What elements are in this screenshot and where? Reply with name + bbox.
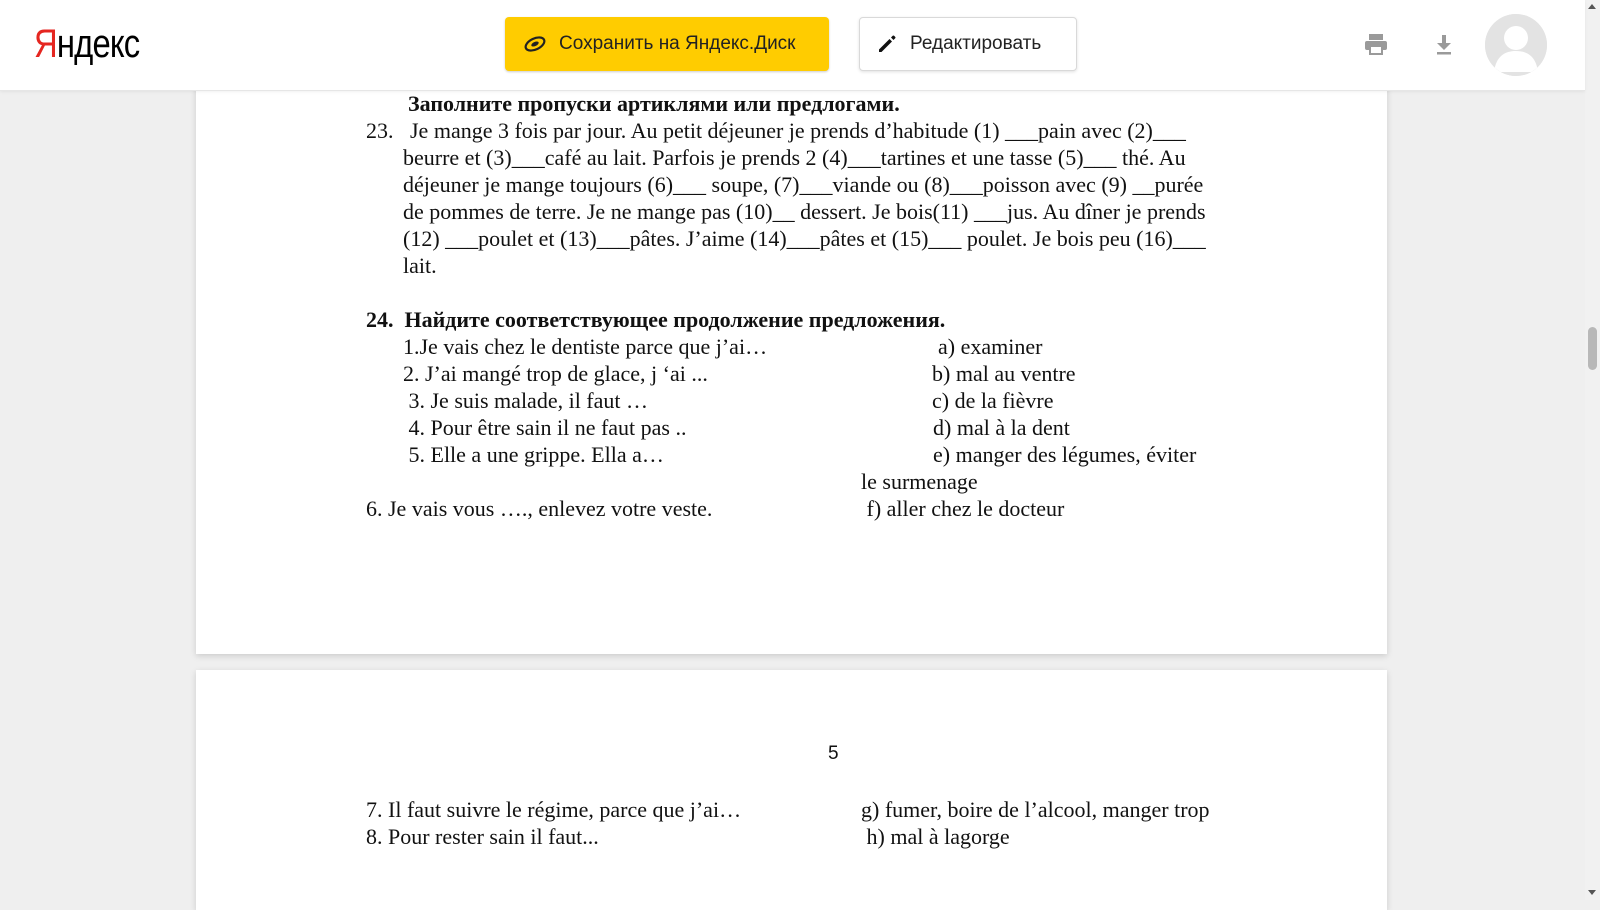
match-left-item: 5. Elle a une grippe. Ella a… [403,442,664,467]
save-to-disk-button[interactable] [505,17,829,71]
match-left-item: 7. Il faut suivre le régime, parce que j’ai… [366,797,742,822]
document-page-5 [196,670,1387,910]
exercise-23-line: (12) ___poulet et (13)___pâtes. J’aime (14)___pâtes et (15)___ poulet. Je bois peu (16)___ [403,226,1206,251]
match-right-item: c) de la fièvre [932,388,1054,413]
user-avatar[interactable] [1485,14,1547,76]
vertical-scrollbar[interactable] [1585,0,1600,900]
download-icon[interactable] [1428,28,1460,60]
task-heading: Заполните пропуски артиклями или предлогами. [408,91,900,116]
match-right-item: a) examiner [938,334,1043,359]
disk-icon [523,35,559,53]
edit-button-label: Редактировать [910,33,1042,54]
exercise-23-line: de pommes de terre. Je ne mange pas (10)__ dessert. Je bois(11) ___jus. Au dîner je prends [403,199,1206,224]
exercise-23-line: beurre et (3)___café au lait. Parfois je prends 2 (4)___tartines et une tasse (5)___ thé. Au [403,145,1186,170]
print-icon[interactable] [1360,28,1392,60]
edit-button[interactable] [859,17,1077,71]
scroll-up-arrow-icon[interactable] [1588,4,1596,9]
match-right-item: f) aller chez le docteur [861,496,1065,521]
save-button-label: Сохранить на Яндекс.Диск [559,33,796,54]
match-right-item: h) mal à lagorge [861,824,1010,849]
match-right-item: e) manger des légumes, éviter [933,442,1197,467]
exercise-23-line: 23. Je mange 3 fois par jour. Au petit déjeuner je prends d’habitude (1) ___pain avec (2)___ [366,118,1186,143]
match-right-item: b) mal au ventre [932,361,1076,386]
document-page-4 [196,50,1387,654]
match-right-item: le surmenage [861,469,978,494]
match-left-item: 2. J’ai mangé trop de glace, j ‘ai ... [403,361,708,386]
match-right-item: d) mal à la dent [933,415,1070,440]
yandex-logo[interactable]: Яндекс [34,22,140,66]
exercise-24-heading: 24. Найдите соответствующее продолжение предложения. [366,307,946,332]
top-header [0,0,1585,91]
scroll-down-arrow-icon[interactable] [1588,890,1596,895]
match-left-item: 4. Pour être sain il ne faut pas .. [403,415,687,440]
match-left-item: 3. Je suis malade, il faut … [403,388,649,413]
match-left-item: 6. Je vais vous …., enlevez votre veste. [366,496,713,521]
page-number: 5 [828,743,839,764]
match-right-item: g) fumer, boire de l’alcool, manger trop [861,797,1210,822]
pencil-icon [876,33,910,55]
exercise-23-line: déjeuner je mange toujours (6)___ soupe, (7)___viande ou (8)___poisson avec (9) __purée [403,172,1204,197]
exercise-23-line: lait. [403,253,437,278]
match-left-item: 1.Je vais chez le dentiste parce que j’ai… [403,334,768,359]
scrollbar-thumb[interactable] [1588,327,1597,370]
match-left-item: 8. Pour rester sain il faut... [366,824,599,849]
